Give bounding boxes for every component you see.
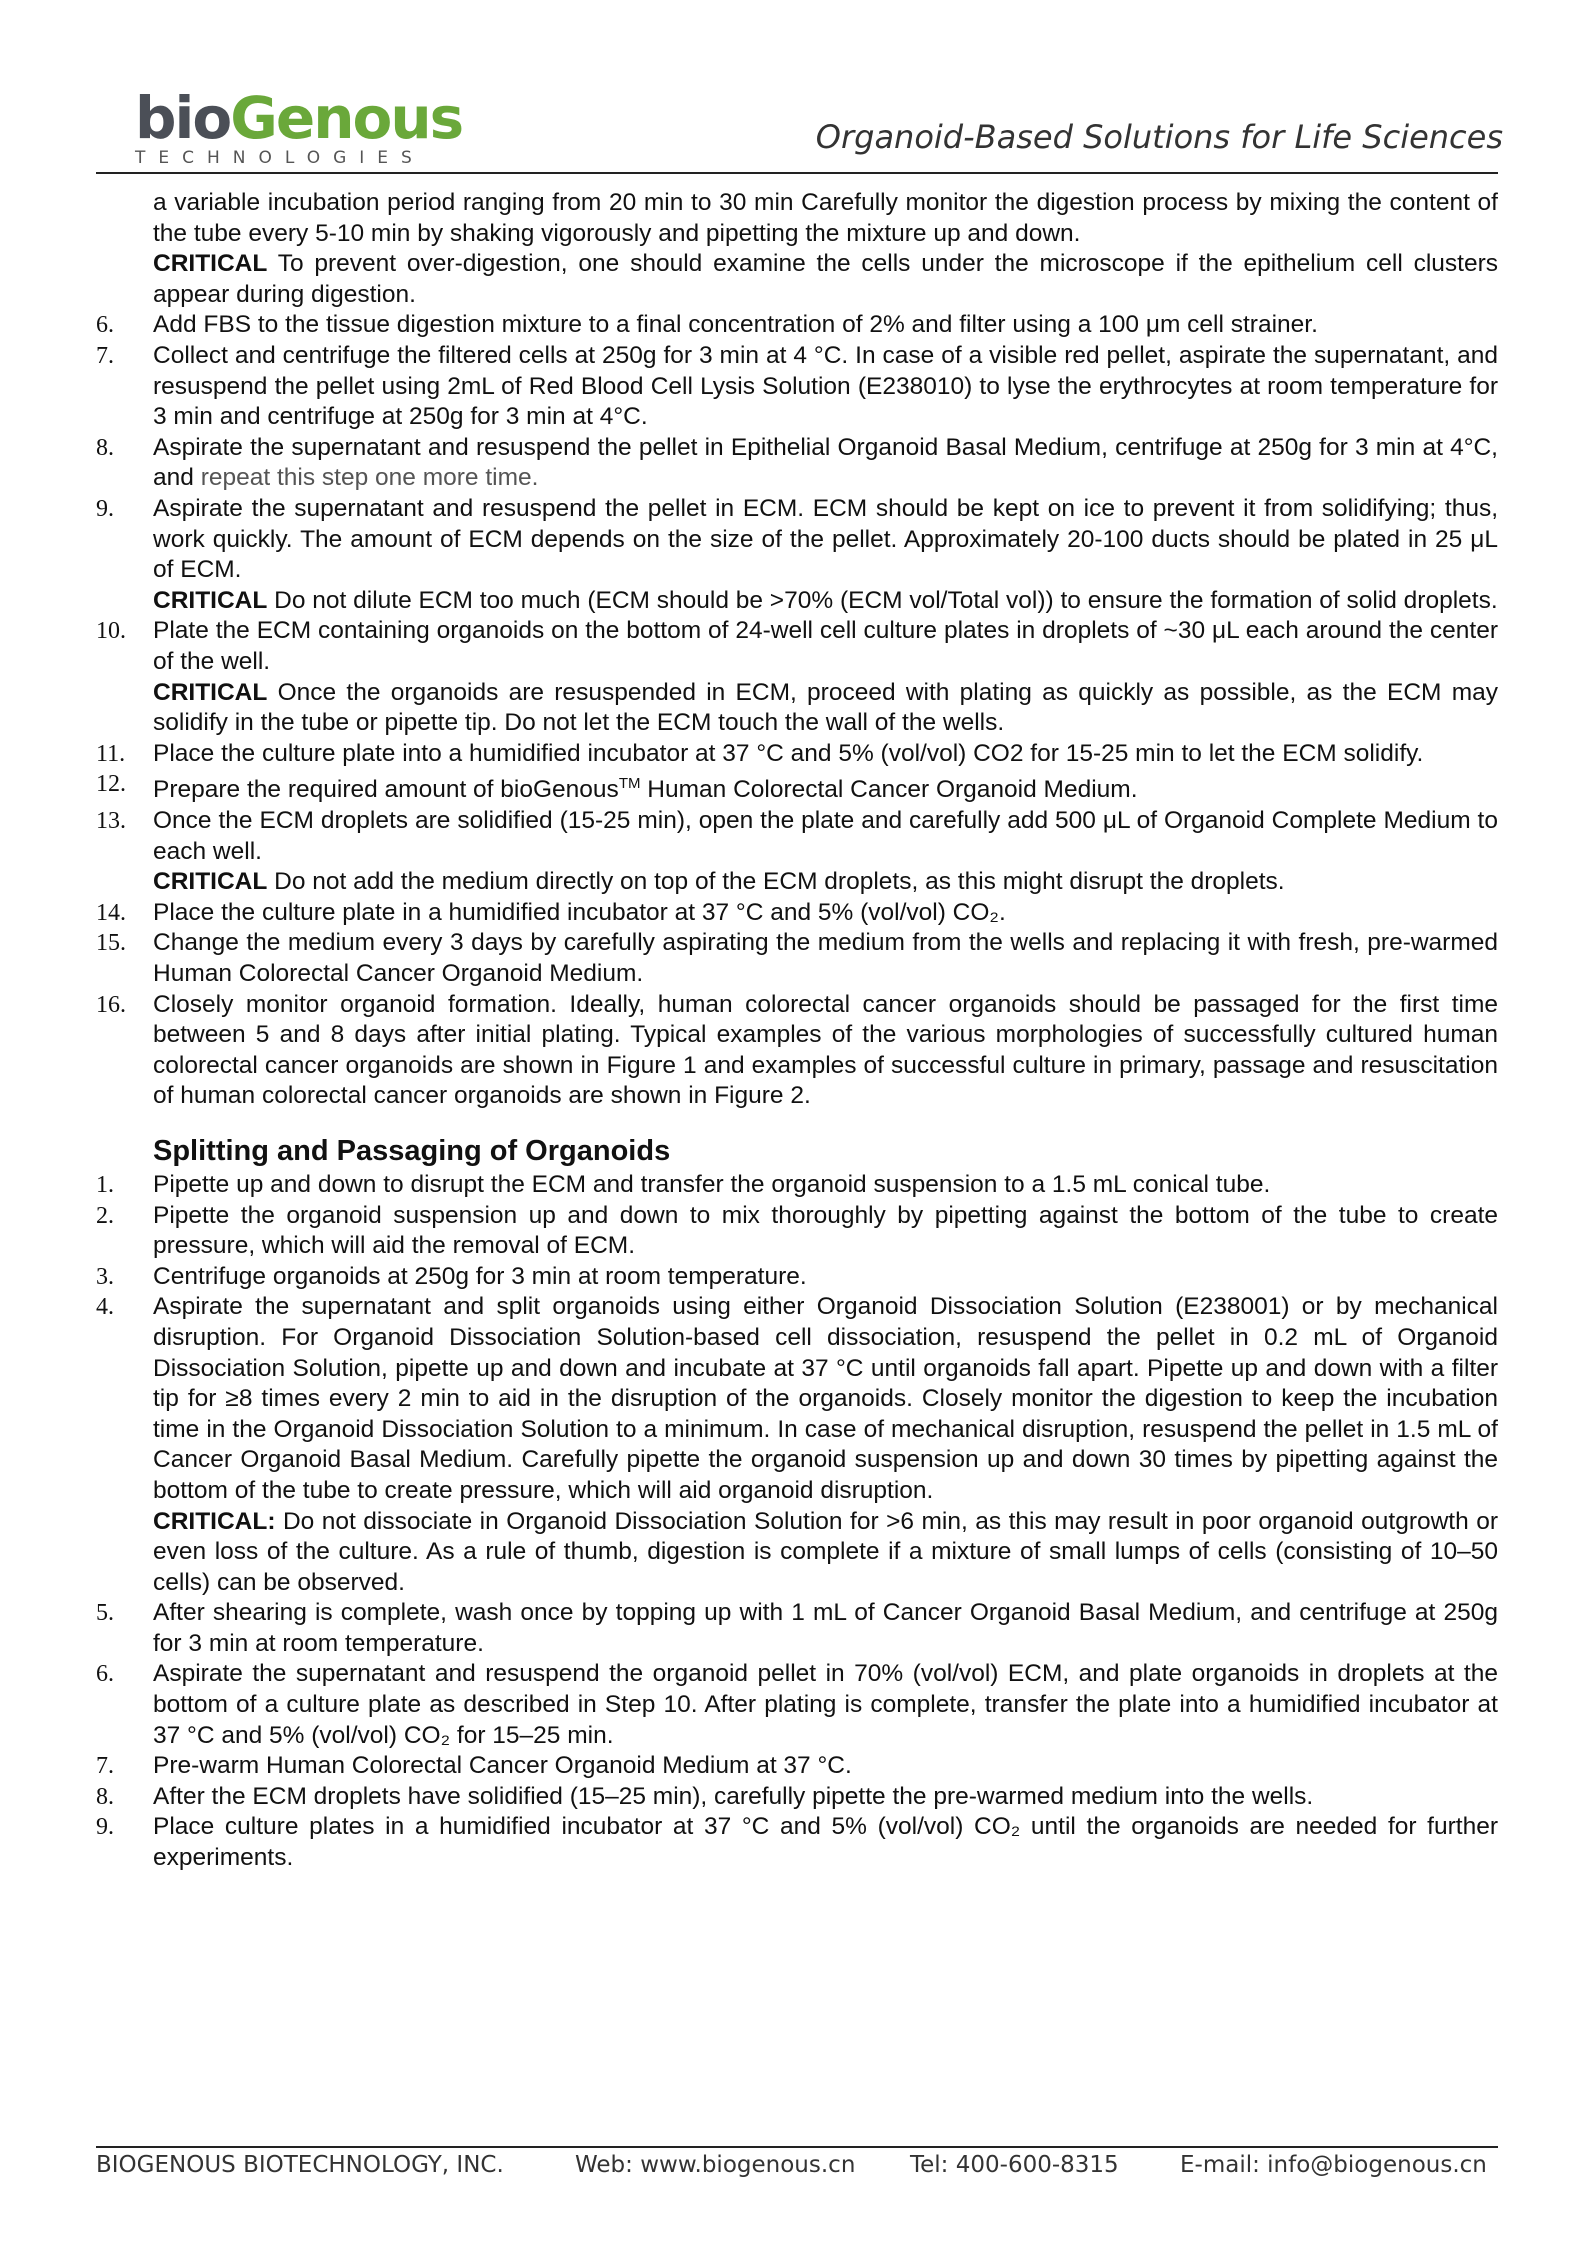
critical-text: Do not dilute ECM too much (ECM should be >70% (ECM vol/Total vol)) to ensure the formation of solid droplets.	[267, 586, 1498, 614]
step-text: After the ECM droplets have solidified (15–25 min), carefully pipette the pre-warmed medium into the wells.	[153, 1782, 1314, 1810]
list-item	[96, 1659, 1498, 1751]
logo-wordmark	[135, 84, 463, 152]
critical-text: Do not add the medium directly on top of the ECM droplets, as this might disrupt the droplets.	[267, 868, 1285, 896]
section-heading: Splitting and Passaging of Organoids	[153, 1134, 671, 1167]
step-number: 8.	[96, 434, 114, 461]
step-text: Aspirate the supernatant and split organoids using either Organoid Dissociation Solution (E238001) or by mechanical disruption. For Organoid Dissociation Solution-based cell dissociation, resuspend the pellet in 0.2 mL of Organoid Dissociation Solution, pipette up and down and incubate at 37 °C until organoids fall apart. Pipette up and down with a filter tip for ≥8 times every 2 min to aid in the disruption of the organoids. Closely monitor the digestion to keep the incubation time in the Organoid Dissociation Solution to a minimum. In case of mechanical disruption, resuspend the pellet in 1.5 mL of Cancer Organoid Basal Medium. Carefully pipette the organoid suspension up and down 30 times by pipetting against the bottom of the tube to create pressure, which will aid organoid disruption.	[153, 1293, 1498, 1504]
culture-steps-list	[96, 310, 1498, 1112]
step-text: Place the culture plate into a humidified incubator at 37 °C and 5% (vol/vol) CO2 for 15-25 min to let the ECM solidify.	[153, 739, 1424, 767]
list-item	[96, 1782, 1498, 1813]
step-text: Prepare the required amount of bioGenous	[153, 776, 619, 804]
step-number: 5.	[96, 1600, 114, 1627]
intro-text: a variable incubation period ranging from 20 min to 30 min Carefully monitor the digestion process by mixing the content of the tube every 5-10 min by shaking vigorously and pipetting the mixture up and down.	[153, 189, 1498, 247]
footer-company: BIOGENOUS BIOTECHNOLOGY, INC.	[96, 2152, 504, 2178]
step-text: Pipette up and down to disrupt the ECM and transfer the organoid suspension to a 1.5 mL conical tube.	[153, 1170, 1271, 1198]
logo-bio-text: bio	[135, 84, 231, 152]
logo-genous-text: Genous	[230, 84, 463, 152]
document-body	[96, 188, 1498, 1874]
step-number: 8.	[96, 1783, 114, 1810]
step-text-gray: repeat this step one more time.	[200, 464, 539, 492]
step-number: 7.	[96, 1753, 114, 1780]
step-text-after: Human Colorectal Cancer Organoid Medium.	[640, 776, 1138, 804]
footer-email[interactable]: E-mail: info@biogenous.cn	[1180, 2152, 1487, 2178]
list-item	[96, 769, 1498, 806]
step-number: 4.	[96, 1294, 114, 1321]
step-number: 6.	[96, 312, 114, 339]
biogenous-logo	[135, 84, 463, 170]
step-number: 15.	[96, 930, 126, 957]
critical-label: CRITICAL	[153, 868, 268, 896]
step-text: Closely monitor organoid formation. Ideally, human colorectal cancer organoids should be passaged for the first time between 5 and 8 days after initial plating. Typical examples of the various morphologies of successfully cultured human colorectal cancer organoids are shown in Figure 1 and examples of successful culture in primary, passage and resuscitation of human colorectal cancer organoids are shown in Figure 2.	[153, 990, 1498, 1110]
step-text: Plate the ECM containing organoids on the bottom of 24-well cell culture plates in droplets of ~30 μL each around the center of the well.	[153, 617, 1498, 675]
passaging-steps-list	[96, 1170, 1498, 1874]
step-text: Aspirate the supernatant and resuspend the pellet in Epithelial Organoid Basal Medium, centrifuge at 250g for 3 min at 4°C, and	[153, 433, 1498, 492]
critical-text: Do not dissociate in Organoid Dissociation Solution for >6 min, as this may result in poor organoid outgrowth or even loss of the culture. As a rule of thumb, digestion is complete if a mixture of small lumps of cells (consisting of 10–50 cells) can be observed.	[153, 1507, 1498, 1596]
step-text: Change the medium every 3 days by carefully aspirating the medium from the wells and replacing it with fresh, pre-warmed Human Colorectal Cancer Organoid Medium.	[153, 929, 1498, 987]
step-number: 10.	[96, 618, 126, 645]
list-item	[96, 1751, 1498, 1782]
list-item	[96, 1170, 1498, 1201]
footer-tel: Tel: 400-600-8315	[910, 2152, 1119, 2178]
list-item	[96, 310, 1498, 341]
list-item	[96, 739, 1498, 770]
step-text: Pipette the organoid suspension up and down to mix thoroughly by pipetting against the bottom of the tube to create pressure, which will aid the removal of ECM.	[153, 1201, 1498, 1260]
list-item	[96, 1201, 1498, 1262]
intro-critical-note	[96, 249, 1498, 310]
list-item	[96, 1262, 1498, 1293]
list-item	[96, 898, 1498, 929]
critical-label: CRITICAL:	[153, 1507, 276, 1535]
step-text: Place culture plates in a humidified incubator at 37 °C and 5% (vol/vol) CO₂ until the organoids are needed for further experiments.	[153, 1813, 1498, 1872]
step-number: 16.	[96, 991, 126, 1018]
step-number: 1.	[96, 1171, 114, 1198]
step-text: Aspirate the supernatant and resuspend the organoid pellet in 70% (vol/vol) ECM, and plate organoids in droplets at the bottom of a culture plate as described in Step 10. After plating is complete, transfer the plate into a humidified incubator at 37 °C and 5% (vol/vol) CO₂ for 15–25 min.	[153, 1660, 1498, 1749]
step-text: Collect and centrifuge the filtered cells at 250g for 3 min at 4 °C. In case of a visible red pellet, aspirate the supernatant, and resuspend the pellet using 2mL of Red Blood Cell Lysis Solution (E238010) to lyse the erythrocytes at room temperature for 3 min and centrifuge at 250g for 3 min at 4°C.	[153, 341, 1498, 431]
step-number: 12.	[96, 771, 126, 798]
step-number: 3.	[96, 1263, 114, 1290]
step-text: Aspirate the supernatant and resuspend the pellet in ECM. ECM should be kept on ice to prevent it from solidifying; thus, work quickly. The amount of ECM depends on the size of the pellet. Approximately 20-100 ducts should be plated in 25 μL of ECM.	[153, 494, 1498, 584]
list-item	[96, 616, 1498, 738]
step-number: 14.	[96, 899, 126, 926]
list-item	[96, 1598, 1498, 1659]
critical-label: CRITICAL	[153, 678, 268, 706]
list-item	[96, 1292, 1498, 1598]
step-text: After shearing is complete, wash once by topping up with 1 mL of Cancer Organoid Basal Medium, and centrifuge at 250g for 3 min at room temperature.	[153, 1599, 1498, 1657]
footer-web[interactable]: Web: www.biogenous.cn	[575, 2152, 856, 2178]
step-number: 11.	[96, 740, 126, 767]
critical-text: Once the organoids are resuspended in ECM, proceed with plating as quickly as possible, as the ECM may solidify in the tube or pipette tip. Do not let the ECM touch the wall of the wells.	[153, 678, 1498, 737]
critical-text: To prevent over-digestion, one should examine the cells under the microscope if the epithelium cell clusters appear during digestion.	[153, 250, 1498, 308]
step-number: 2.	[96, 1202, 114, 1229]
header-divider	[96, 172, 1498, 174]
step-number: 9.	[96, 1814, 114, 1841]
step-number: 13.	[96, 808, 126, 835]
list-item	[96, 806, 1498, 898]
trademark-superscript: TM	[618, 775, 641, 793]
list-item	[96, 928, 1498, 989]
header-tagline: Organoid-Based Solutions for Life Sciences	[815, 118, 1503, 156]
logo-subtitle: TECHNOLOGIES	[135, 148, 425, 168]
list-item	[96, 1812, 1498, 1873]
step-text: Once the ECM droplets are solidified (15-25 min), open the plate and carefully add 500 μL of Organoid Complete Medium to each well.	[153, 807, 1498, 865]
step-text: Pre-warm Human Colorectal Cancer Organoid Medium at 37 °C.	[153, 1752, 852, 1780]
step-text: Add FBS to the tissue digestion mixture to a final concentration of 2% and filter using a 100 μm cell strainer.	[153, 311, 1318, 339]
step-number: 6.	[96, 1661, 114, 1688]
footer-divider	[96, 2146, 1498, 2148]
list-item	[96, 433, 1498, 494]
critical-label: CRITICAL	[153, 250, 268, 278]
step-text: Centrifuge organoids at 250g for 3 min at room temperature.	[153, 1262, 807, 1290]
step-text: Place the culture plate in a humidified incubator at 37 °C and 5% (vol/vol) CO₂.	[153, 898, 1006, 926]
list-item	[96, 494, 1498, 616]
intro-paragraph	[96, 188, 1498, 249]
list-item	[96, 990, 1498, 1112]
step-number: 7.	[96, 342, 114, 369]
list-item	[96, 341, 1498, 433]
critical-label: CRITICAL	[153, 586, 268, 614]
step-number: 9.	[96, 495, 114, 522]
